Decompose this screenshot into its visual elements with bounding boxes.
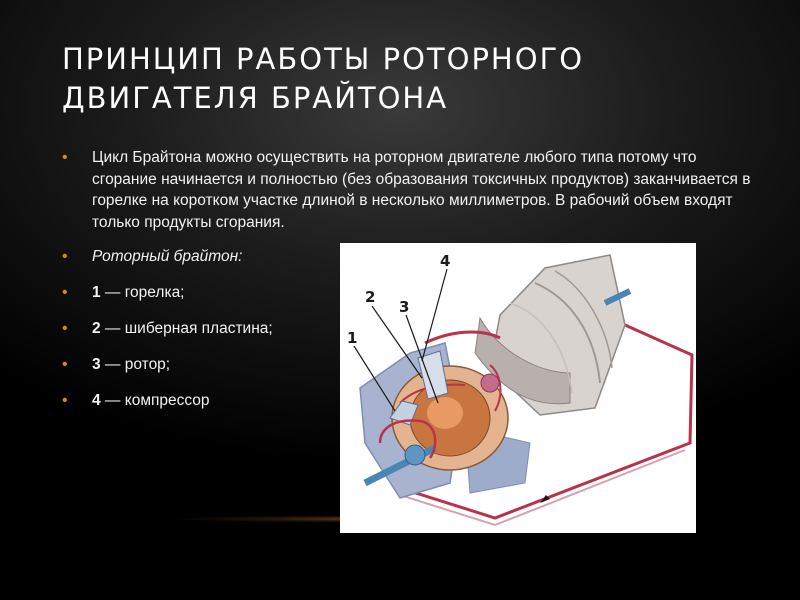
bullet-marker: • bbox=[62, 248, 68, 265]
bullet-marker: • bbox=[62, 284, 68, 301]
slide-title: ПРИНЦИП РАБОТЫ РОТОРНОГО ДВИГАТЕЛЯ БРАЙТОНА bbox=[62, 42, 585, 115]
intro-text: Цикл Брайтона можно осуществить на роторном двигателе любого типа потому что сгорание начинается и полностью (без образования токсичных продуктов) заканчивается в горелке на коротком участке длиной в несколько миллиметров. В рабочий объем входят только продукты сгорания. bbox=[92, 149, 751, 231]
part-number: 1 bbox=[92, 284, 101, 301]
part-number: 4 bbox=[92, 392, 101, 409]
part-label: — компрессор bbox=[100, 392, 210, 409]
bullet-marker: • bbox=[62, 392, 68, 409]
bullet-marker: • bbox=[62, 149, 68, 166]
callout-2: 2 bbox=[365, 288, 376, 306]
callout-3: 3 bbox=[399, 298, 410, 316]
bullet-marker: • bbox=[62, 356, 68, 373]
callout-1: 1 bbox=[347, 329, 358, 347]
part-label: — ротор; bbox=[100, 356, 171, 373]
bullet-intro bbox=[62, 147, 752, 233]
rotary-engine-diagram bbox=[340, 243, 696, 533]
callout-4: 4 bbox=[440, 252, 451, 270]
part-label: — горелка; bbox=[100, 284, 185, 301]
part-number: 2 bbox=[92, 320, 101, 337]
caption-text: Роторный брайтон: bbox=[92, 248, 243, 265]
part-label: — шиберная пластина; bbox=[100, 320, 273, 337]
engine-figure bbox=[340, 243, 696, 533]
part-number: 3 bbox=[92, 356, 101, 373]
bullet-marker: • bbox=[62, 320, 68, 337]
